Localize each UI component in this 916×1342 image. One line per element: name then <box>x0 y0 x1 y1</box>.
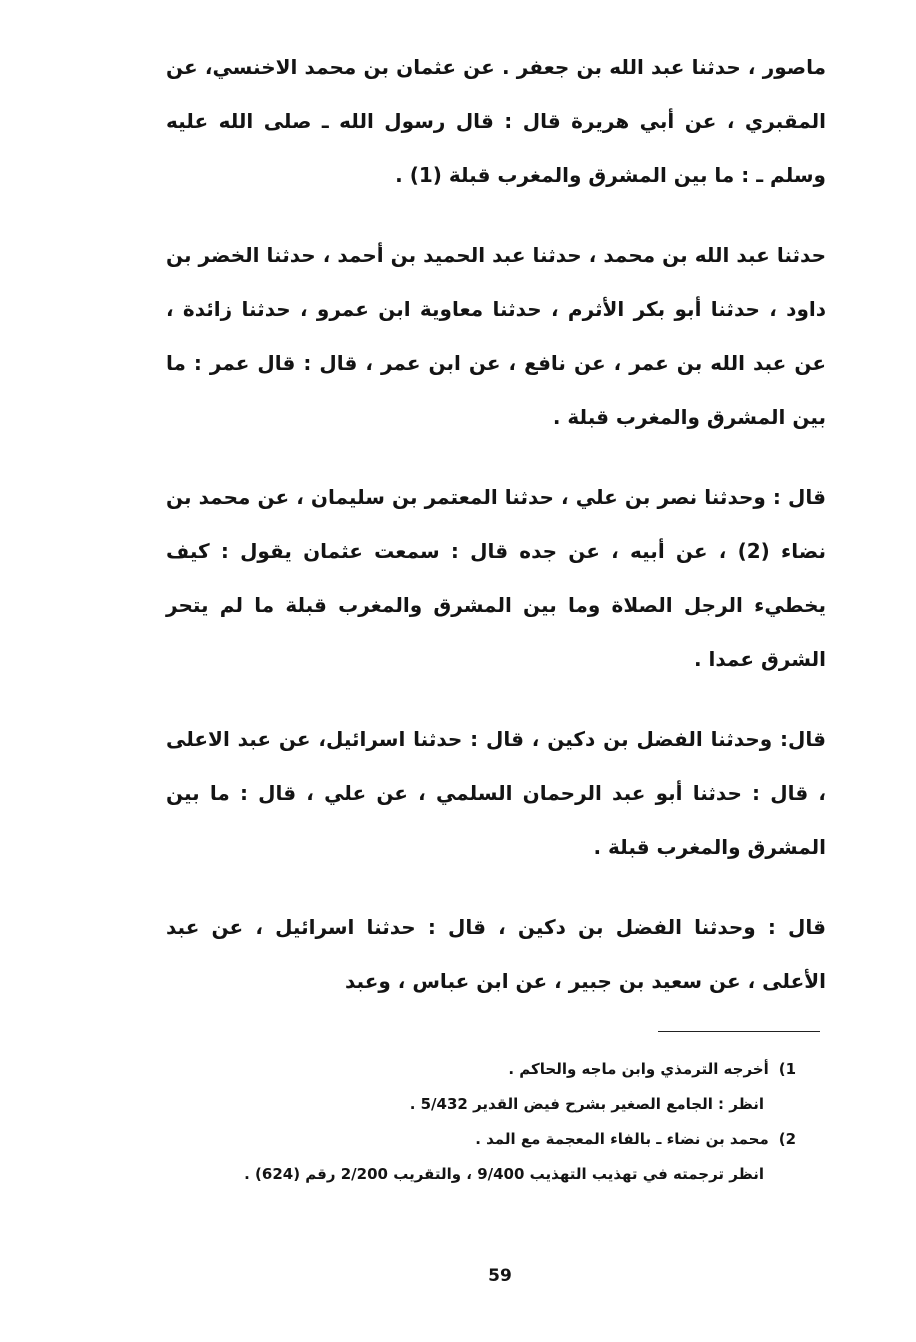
paragraph-4: قال: وحدثنا الفضل بن دكين ، قال : حدثنا اسرائيل، عن عبد الاعلى ، قال : حدثنا أبو عبد الرحمان السلمي ، عن علي ، قال : ما بين المشرق والمغرب قبلة . <box>166 727 826 859</box>
footnote-2-reference: انظر ترجمته في تهذيب التهذيب 9/400 ، والتقريب 2/200 رقم (624) . <box>244 1165 764 1183</box>
paragraph-1: ماصور ، حدثنا عبد الله بن جعفر . عن عثمان بن محمد الاخنسي، عن المقبري ، عن أبي هريرة قال : قال رسول الله ـ صلى الله عليه وسلم ـ : ما بين المشرق والمغرب قبلة (1) . <box>166 55 826 187</box>
footnote-text: أخرجه الترمذي وابن ماجه والحاكم . <box>508 1060 769 1078</box>
main-text <box>166 40 826 1034</box>
footnote-number: 1) <box>778 1060 796 1078</box>
footnote-2 <box>160 1122 796 1157</box>
paragraph-3: قال : وحدثنا نصر بن علي ، حدثنا المعتمر بن سليمان ، عن محمد بن نضاء (2) ، عن أبيه ، عن جده قال : سمعت عثمان يقول : كيف يخطيء الرجل الصلاة وما بين المشرق والمغرب قبلة ما لم يتحر الشرق عمدا . <box>166 485 826 671</box>
footnote-1 <box>160 1052 796 1087</box>
footnote-number: 2) <box>778 1130 796 1148</box>
paragraph-5: قال : وحدثنا الفضل بن دكين ، قال : حدثنا اسرائيل ، عن عبد الأعلى ، عن سعيد بن جبير ، عن ابن عباس ، وعبد <box>166 915 826 993</box>
footnote-1-reference: انظر : الجامع الصغير بشرح فيض القدير 5/432 . <box>409 1095 764 1113</box>
footnote-divider <box>658 1031 820 1032</box>
footnotes <box>160 1052 796 1192</box>
paragraph-2: حدثنا عبد الله بن محمد ، حدثنا عبد الحميد بن أحمد ، حدثنا الخضر بن داود ، حدثنا أبو بكر الأثرم ، حدثنا معاوية ابن عمرو ، حدثنا زائدة ، عن عبد الله بن عمر ، عن نافع ، عن ابن عمر ، قال : قال عمر : ما بين المشرق والمغرب قبلة . <box>166 243 826 429</box>
footnote-text: محمد بن نضاء ـ بالفاء المعجمة مع المد . <box>475 1130 769 1148</box>
page-number: 59 <box>488 1266 512 1286</box>
